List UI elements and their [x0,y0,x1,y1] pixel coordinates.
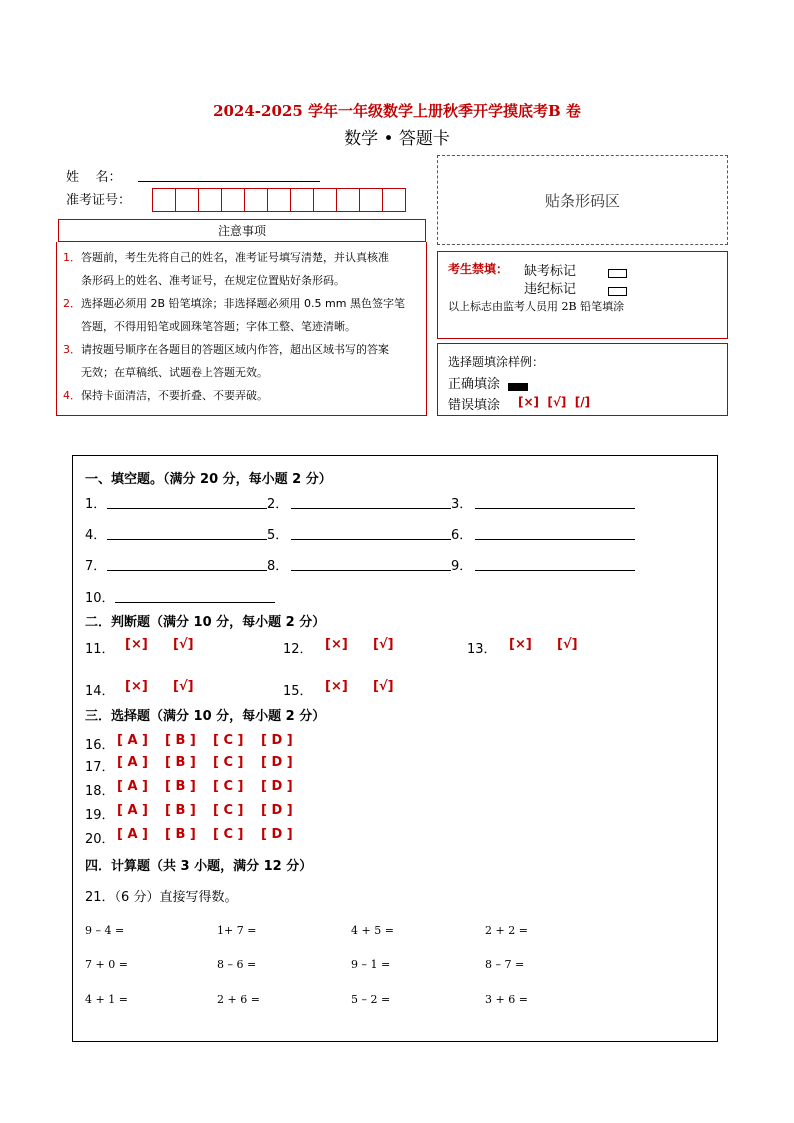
answer-blank[interactable] [115,602,275,603]
q21-prompt: 21．（6 分）直接写得数。 [85,890,238,905]
option-b[interactable]: [ B ] [165,827,196,842]
notice-box [56,242,427,416]
mark-right[interactable]: [√] [557,637,578,652]
ban-label: 考生禁填： [448,262,509,276]
id-box[interactable] [152,188,176,212]
answer-blank[interactable] [291,570,451,571]
q-num: 9． [451,559,473,574]
wrong-fill-samples: [×] [√] [/] [518,395,591,409]
section1-title: 一、填空题。（满分 20 分，每小题 2 分） [85,472,332,487]
q-num: 11． [85,642,115,657]
mark-wrong[interactable]: [×] [125,637,148,652]
absent-label: 缺考标记 [524,264,577,279]
q-num: 15． [283,684,313,699]
mark-wrong[interactable]: [×] [325,637,348,652]
correct-fill-sample [508,376,528,395]
id-box[interactable] [336,188,360,212]
option-a[interactable]: [ A ] [117,733,148,748]
answer-blank[interactable] [107,508,267,509]
q-num: 16． [85,738,115,753]
correct-label: 正确填涂 [448,377,501,392]
q-num: 10． [85,591,115,606]
calc-item: 9 – 1 = [351,958,391,971]
calc-item: 4 + 5 = [351,924,394,937]
section2-title: 二．判断题（满分 10 分，每小题 2 分） [85,615,326,630]
option-c[interactable]: [ C ] [213,779,244,794]
id-box[interactable] [382,188,406,212]
answer-blank[interactable] [107,570,267,571]
option-d[interactable]: [ D ] [261,755,293,770]
q-num: 6． [451,528,473,543]
id-box[interactable] [175,188,199,212]
option-c[interactable]: [ C ] [213,803,244,818]
q-num: 3． [451,497,473,512]
answer-blank[interactable] [291,508,451,509]
notice-item: 3．请按题号顺序在各题目的答题区域内作答，超出区域书写的答案 [63,343,389,356]
notice-heading: 注意事项 [58,219,426,242]
id-box[interactable] [244,188,268,212]
mark-right[interactable]: [√] [373,679,394,694]
option-d[interactable]: [ D ] [261,733,293,748]
q-num: 7． [85,559,107,574]
calc-item: 8 – 7 = [485,958,525,971]
barcode-label: 贴条形码区 [544,191,620,210]
q-num: 1． [85,497,107,512]
option-b[interactable]: [ B ] [165,779,196,794]
id-box[interactable] [221,188,245,212]
q-num: 18． [85,784,115,799]
mark-right[interactable]: [√] [173,637,194,652]
answer-blank[interactable] [475,570,635,571]
calc-item: 1+ 7 = [217,924,257,937]
ban-note: 以上标志由监考人员用 2B 铅笔填涂 [448,300,625,313]
id-boxes[interactable] [152,188,405,212]
option-d[interactable]: [ D ] [261,827,293,842]
q-num: 14． [85,684,115,699]
fill-sample-box [437,343,728,416]
id-box[interactable] [267,188,291,212]
section4-title: 四．计算题（共 3 小题，满分 12 分） [85,859,313,874]
option-c[interactable]: [ C ] [213,827,244,842]
calc-item: 2 + 6 = [217,993,260,1006]
notice-item: 1．答题前，考生先将自己的姓名，准考证号填写清楚，并认真核准 [63,251,389,264]
notice-item: 4．保持卡面清洁，不要折叠、不要弄破。 [63,389,268,402]
q-num: 4． [85,528,107,543]
option-c[interactable]: [ C ] [213,733,244,748]
calc-item: 5 – 2 = [351,993,391,1006]
option-a[interactable]: [ A ] [117,779,148,794]
calc-item: 8 – 6 = [217,958,257,971]
answer-blank[interactable] [475,539,635,540]
mark-wrong[interactable]: [×] [509,637,532,652]
id-box[interactable] [198,188,222,212]
calc-item: 3 + 6 = [485,993,528,1006]
q-num: 2． [267,497,289,512]
mark-wrong[interactable]: [×] [325,679,348,694]
calc-item: 9 – 4 = [85,924,125,937]
option-d[interactable]: [ D ] [261,803,293,818]
mark-wrong[interactable]: [×] [125,679,148,694]
q-num: 20． [85,832,115,847]
name-field[interactable] [138,181,320,182]
id-label: 准考证号： [66,193,132,208]
id-box[interactable] [290,188,314,212]
option-a[interactable]: [ A ] [117,803,148,818]
wrong-label: 错误填涂 [448,398,501,413]
answer-blank[interactable] [107,539,267,540]
barcode-area [437,155,728,245]
card-subtitle: 数学 • 答题卡 [344,129,450,149]
calc-item: 7 + 0 = [85,958,128,971]
q-num: 17． [85,760,115,775]
q-num: 12． [283,642,313,657]
exam-title: 2024-2025 学年一年级数学上册秋季开学摸底考B 卷 [213,102,581,120]
id-box[interactable] [313,188,337,212]
mark-right[interactable]: [√] [173,679,194,694]
calc-item: 4 + 1 = [85,993,128,1006]
option-b[interactable]: [ B ] [165,733,196,748]
option-a[interactable]: [ A ] [117,827,148,842]
invigilator-box [437,251,728,339]
option-d[interactable]: [ D ] [261,779,293,794]
notice-item: 2．选择题必须用 2B 铅笔填涂；非选择题必须用 0.5 mm 黑色签字笔 [63,297,405,310]
id-box[interactable] [359,188,383,212]
q-num: 5． [267,528,289,543]
section3-title: 三．选择题（满分 10 分，每小题 2 分） [85,709,326,724]
calc-item: 2 + 2 = [485,924,528,937]
notice-item: 答题，不得用铅笔或圆珠笔答题；字体工整、笔迹清晰。 [81,320,356,333]
answer-blank[interactable] [475,508,635,509]
option-b[interactable]: [ B ] [165,803,196,818]
sample-heading: 选择题填涂样例： [448,355,545,369]
q-num: 8． [267,559,289,574]
option-a[interactable]: [ A ] [117,755,148,770]
violation-label: 违纪标记 [524,282,577,297]
answer-blank[interactable] [291,539,451,540]
answer-area [72,455,718,1042]
option-b[interactable]: [ B ] [165,755,196,770]
notice-item: 条形码上的姓名、准考证号，在规定位置贴好条形码。 [81,274,345,287]
q-num: 19． [85,808,115,823]
mark-right[interactable]: [√] [373,637,394,652]
q-num: 13． [467,642,497,657]
name-label: 姓 名： [66,170,122,185]
absent-mark[interactable] [608,263,627,282]
option-c[interactable]: [ C ] [213,755,244,770]
notice-item: 无效；在草稿纸、试题卷上答题无效。 [81,366,268,379]
